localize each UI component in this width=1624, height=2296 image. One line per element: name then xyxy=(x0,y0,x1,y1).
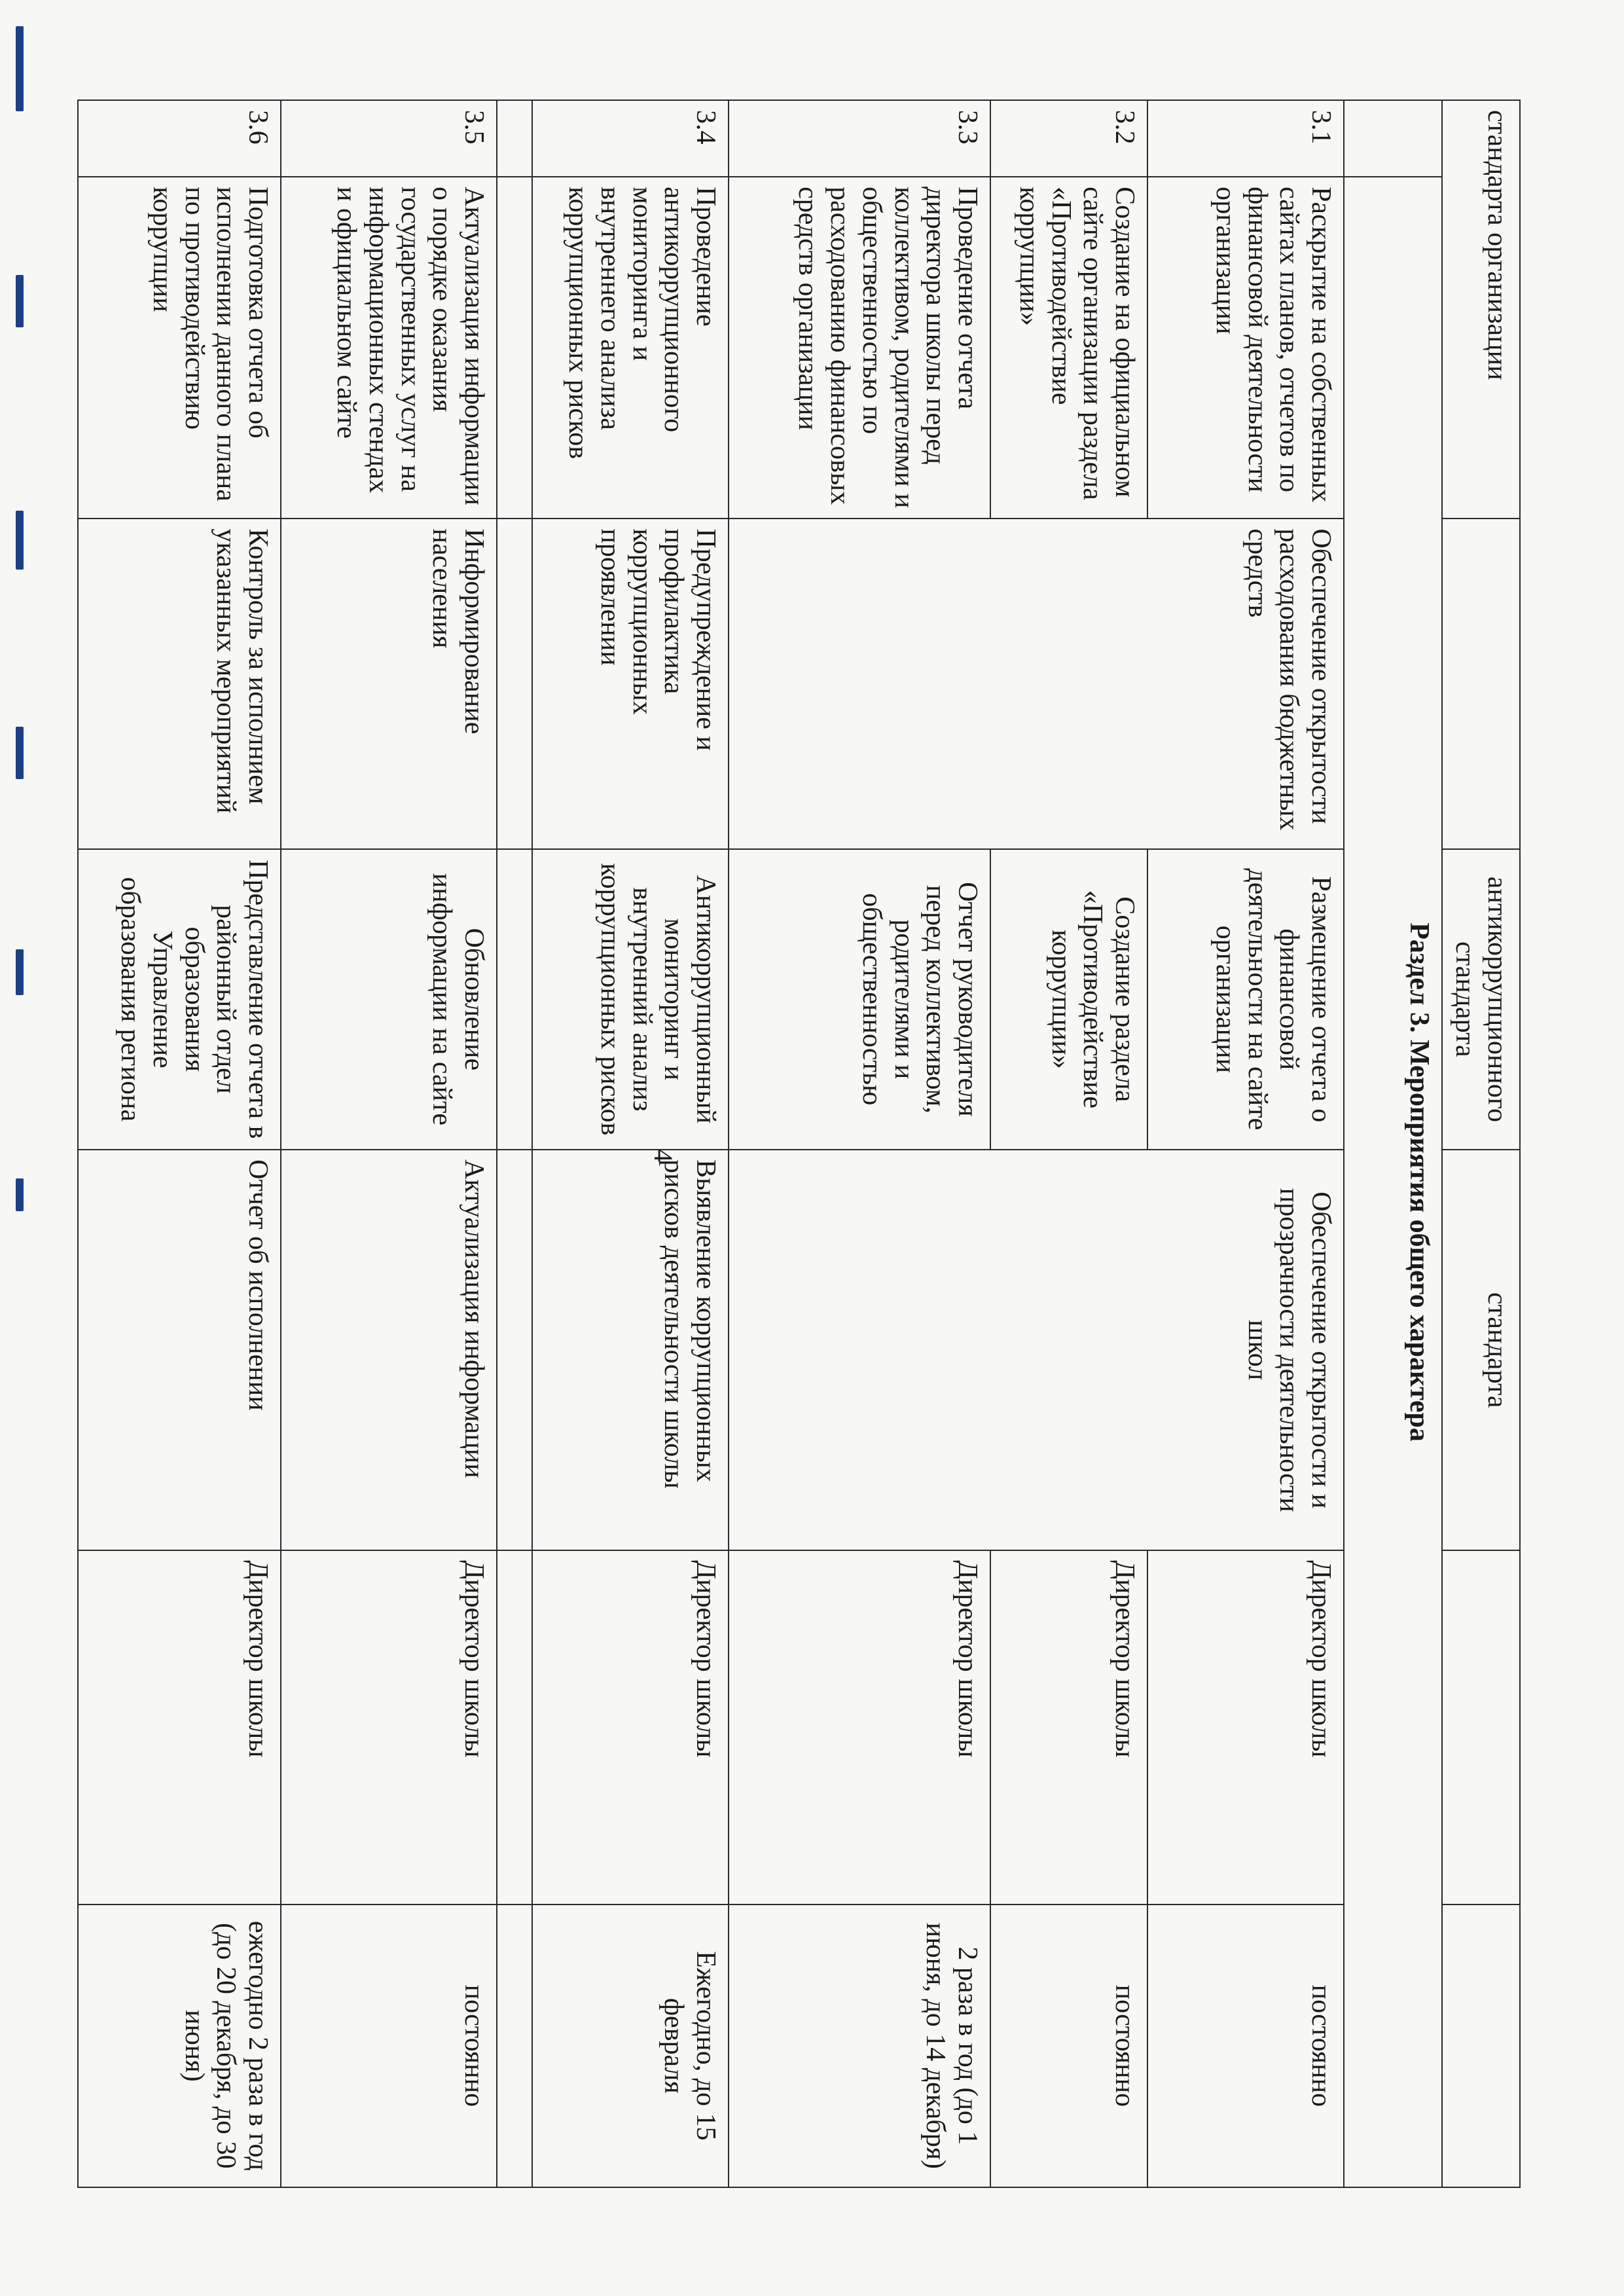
row-result: Выявление коррупционных рисков деятельности школы xyxy=(532,1150,729,1550)
spacer-cell xyxy=(497,1904,532,2187)
binder-mark xyxy=(16,26,24,111)
section-row xyxy=(1344,100,1442,2187)
row-result: Обеспечение открытости и прозрачности деятельности школ xyxy=(729,1150,1344,1550)
row-measure: Проведение антикоррупционного мониторинга и внутреннего анализа коррупционных рисков xyxy=(532,177,729,519)
plan-table-rotated xyxy=(77,100,1521,2188)
spacer-cell xyxy=(497,100,532,177)
row-number: 3.2 xyxy=(990,100,1147,177)
row-goal: Контроль за исполнием указанных мероприятий xyxy=(78,519,281,848)
table-row xyxy=(990,100,1147,2187)
row-term: Ежегодно, до 15 февраля xyxy=(532,1904,729,2187)
row-number: 3.1 xyxy=(1147,100,1344,177)
header-empty-2 xyxy=(1442,1550,1520,1904)
row-term: постоянно xyxy=(990,1904,1147,2187)
spacer-cell xyxy=(497,519,532,848)
row-measure: Подготовка отчета об исполнении данного плана по противодействию коррупции xyxy=(78,177,281,519)
table-row xyxy=(1147,100,1344,2187)
header-empty-1 xyxy=(1442,519,1520,848)
plan-table xyxy=(77,100,1521,2188)
row-responsible: Директор школы xyxy=(281,1550,497,1904)
page-number: 4 xyxy=(649,1149,678,1162)
row-term: постоянно xyxy=(281,1904,497,2187)
section-title: Раздел 3. Мероприятия общего характера xyxy=(1344,177,1442,2187)
row-responsible: Директор школы xyxy=(1147,1550,1344,1904)
row-responsible: Директор школы xyxy=(78,1550,281,1904)
row-result: Отчет об исполнении xyxy=(78,1150,281,1550)
header-row xyxy=(1442,100,1520,2187)
spacer-cell xyxy=(497,1550,532,1904)
table-row xyxy=(78,100,281,2187)
row-number: 3.3 xyxy=(729,100,990,177)
binder-marks xyxy=(16,0,29,2296)
binder-mark xyxy=(16,275,24,327)
row-responsible: Директор школы xyxy=(729,1550,990,1904)
spacer-cell xyxy=(497,1150,532,1550)
header-standard: антикоррупционного стандарта xyxy=(1442,849,1520,1150)
row-action: Антикоррупционный мониторинг и внутренний анализ коррупционных рисков xyxy=(532,849,729,1150)
spacer-row xyxy=(497,100,532,2187)
row-goal: Обеспечение открытости расходования бюджетных средств xyxy=(729,519,1344,848)
binder-mark xyxy=(16,949,24,995)
binder-mark xyxy=(16,1178,24,1211)
row-measure: Создание на официальном сайте организации раздела «Противодействие коррупции» xyxy=(990,177,1147,519)
row-measure: Проведение отчета директора школы перед коллективом, родителями и общественностью по расходованию финансовых средств организации xyxy=(729,177,990,519)
row-action: Создание раздела «Противодействие коррупции» xyxy=(990,849,1147,1150)
row-action: Представление отчета в районный отдел образования Управление образования региона xyxy=(78,849,281,1150)
row-action: Размещение отчета о финансовой деятельности на сайте организации xyxy=(1147,849,1344,1150)
spacer-cell xyxy=(497,177,532,519)
row-goal: Предупреждение и профилактика коррупционных проявлении xyxy=(532,519,729,848)
row-term: постоянно xyxy=(1147,1904,1344,2187)
table-row xyxy=(281,100,497,2187)
row-term: ежегодно 2 раза в год (до 20 декабря, до 30 июня) xyxy=(78,1904,281,2187)
header-std2: стандарта xyxy=(1442,1150,1520,1550)
row-responsible: Директор школы xyxy=(532,1550,729,1904)
spacer-cell xyxy=(497,849,532,1150)
row-action: Отчет руководителя перед коллективом, родителями и общественностью xyxy=(729,849,990,1150)
row-number: 3.4 xyxy=(532,100,729,177)
table-row xyxy=(532,100,729,2187)
header-org: стандарта организации xyxy=(1442,100,1520,519)
row-measure: Раскрытие на собственных сайтах планов, отчетов по финансовой деятельности организации xyxy=(1147,177,1344,519)
header-empty-3 xyxy=(1442,1904,1520,2187)
binder-mark xyxy=(16,511,24,570)
row-goal: Информирование населения xyxy=(281,519,497,848)
row-result: Актуализация информации xyxy=(281,1150,497,1550)
row-action: Обновление информации на сайте xyxy=(281,849,497,1150)
row-responsible: Директор школы xyxy=(990,1550,1147,1904)
binder-mark xyxy=(16,727,24,779)
row-term: 2 раза в год (до 1 июня, до 14 декабря) xyxy=(729,1904,990,2187)
row-number: 3.5 xyxy=(281,100,497,177)
row-measure: Актуализация информации о порядке оказания государственных услуг на информационных стендах и официальном сайте xyxy=(281,177,497,519)
table-row xyxy=(729,100,990,2187)
row-number: 3.6 xyxy=(78,100,281,177)
section-left-blank xyxy=(1344,100,1442,177)
